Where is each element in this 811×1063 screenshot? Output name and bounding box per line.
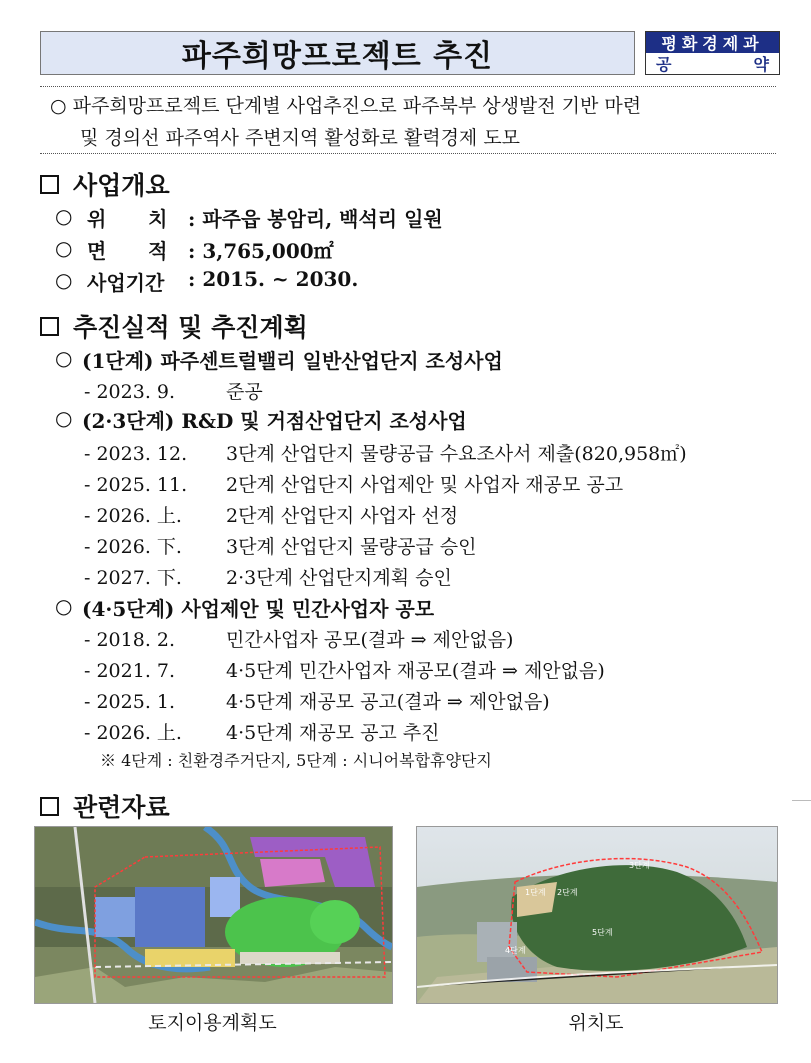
location-label: 위 치: [87, 207, 168, 231]
section-progress-title: 추진실적 및 추진계획: [73, 313, 308, 342]
phase2-item: [84, 470, 623, 497]
phase3-title: (4·5단계) 사업제안 및 민간사업자 공모: [82, 597, 435, 621]
bullet-circle-icon: ○: [55, 268, 73, 292]
badge-pledge-left: 공: [656, 55, 672, 74]
section-progress-heading: [40, 308, 308, 344]
item-text: 4·5단계 민간사업자 재공모(결과 ⇒ 제안없음): [226, 660, 605, 682]
area-label: 면 적: [87, 239, 168, 263]
badge-pledge-right: 약: [753, 55, 769, 74]
badge-pledge: [646, 53, 779, 74]
department-badge: [645, 31, 780, 75]
page-title: 파주희망프로젝트 추진: [40, 31, 635, 75]
section-related-heading: [40, 788, 170, 824]
item-date: - 2021. 7.: [84, 660, 176, 682]
summary-line-1: ○ 파주희망프로젝트 단계별 사업추진으로 파주북부 상생발전 기반 마련: [50, 95, 642, 117]
land-use-plan-caption: 토지이용계획도: [148, 1012, 277, 1034]
phase-label-1: 1단계: [525, 888, 546, 897]
phase2-item: [84, 563, 452, 590]
location-map-image: [416, 826, 778, 1004]
location-map-illustration: [417, 827, 777, 1003]
phase3-item: [84, 625, 513, 652]
item-text: 2단계 산업단지 사업자 선정: [226, 505, 459, 527]
item-text: 3단계 산업단지 물량공급 수요조사서 제출(820,958㎡): [226, 443, 687, 465]
phase-label-2: 2단계: [557, 888, 578, 897]
section-overview-title: 사업개요: [73, 171, 170, 200]
location-value: : 파주읍 봉암리, 백석리 일원: [188, 207, 443, 231]
phase-label-5: 5단계: [592, 928, 613, 937]
item-date: - 2023. 12.: [84, 443, 188, 465]
section-overview-heading: [40, 166, 170, 202]
margin-mark: [792, 800, 811, 801]
phase2-item: [84, 501, 458, 528]
phase-label-4: 4단계: [505, 946, 526, 955]
bullet-circle-icon: ○: [55, 236, 73, 260]
area-value: : 3,765,000㎡: [188, 239, 334, 263]
section-related-title: 관련자료: [73, 793, 170, 822]
item-date: - 2026. 上.: [84, 722, 182, 744]
phase2-item: [84, 532, 476, 559]
checkbox-square-icon: [40, 175, 59, 194]
item-text: 3단계 산업단지 물량공급 승인: [226, 536, 477, 558]
period-value: : 2015. ~ 2030.: [188, 267, 359, 291]
item-text: 2·3단계 산업단지계획 승인: [226, 567, 452, 589]
badge-department: 평화경제과: [646, 32, 779, 53]
phase3-item: [84, 718, 440, 745]
item-date: - 2023. 9.: [84, 381, 176, 403]
phase-note: ※ 4단계 : 친환경주거단지, 5단계 : 시니어복합휴양단지: [100, 751, 492, 770]
bullet-circle-icon: ○: [55, 594, 73, 618]
item-date: - 2025. 1.: [84, 691, 176, 713]
summary-box: [40, 86, 776, 154]
phase1-item: [84, 377, 263, 404]
item-text: 민간사업자 공모(결과 ⇒ 제안없음): [226, 629, 514, 651]
item-date: - 2027. 下.: [84, 567, 182, 589]
item-date: - 2026. 下.: [84, 536, 182, 558]
land-use-plan-illustration: [35, 827, 392, 1003]
item-date: - 2025. 11.: [84, 474, 188, 496]
item-date: - 2026. 上.: [84, 505, 182, 527]
land-use-plan-image: [34, 826, 393, 1004]
checkbox-square-icon: [40, 317, 59, 336]
item-text: 2단계 산업단지 사업제안 및 사업자 재공모 공고: [226, 474, 624, 496]
bullet-circle-icon: ○: [55, 406, 73, 430]
item-text: 4·5단계 재공모 공고(결과 ⇒ 제안없음): [226, 691, 550, 713]
phase3-item: [84, 687, 550, 714]
phase1-title: (1단계) 파주센트럴밸리 일반산업단지 조성사업: [82, 349, 503, 373]
location-map-caption: 위치도: [568, 1012, 624, 1034]
summary-line-2: 및 경의선 파주역사 주변지역 활성화로 활력경제 도모: [80, 127, 521, 149]
item-text: 준공: [226, 381, 263, 403]
period-label: 사업기간: [87, 271, 165, 295]
phase-label-3: 3단계: [629, 861, 650, 870]
phase2-title: (2·3단계) R&D 및 거점산업단지 조성사업: [82, 409, 467, 433]
item-date: - 2018. 2.: [84, 629, 176, 651]
phase2-item: [84, 439, 687, 466]
checkbox-square-icon: [40, 797, 59, 816]
item-text: 4·5단계 재공모 공고 추진: [226, 722, 440, 744]
bullet-circle-icon: ○: [55, 204, 73, 228]
bullet-circle-icon: ○: [55, 346, 73, 370]
phase3-item: [84, 656, 605, 683]
